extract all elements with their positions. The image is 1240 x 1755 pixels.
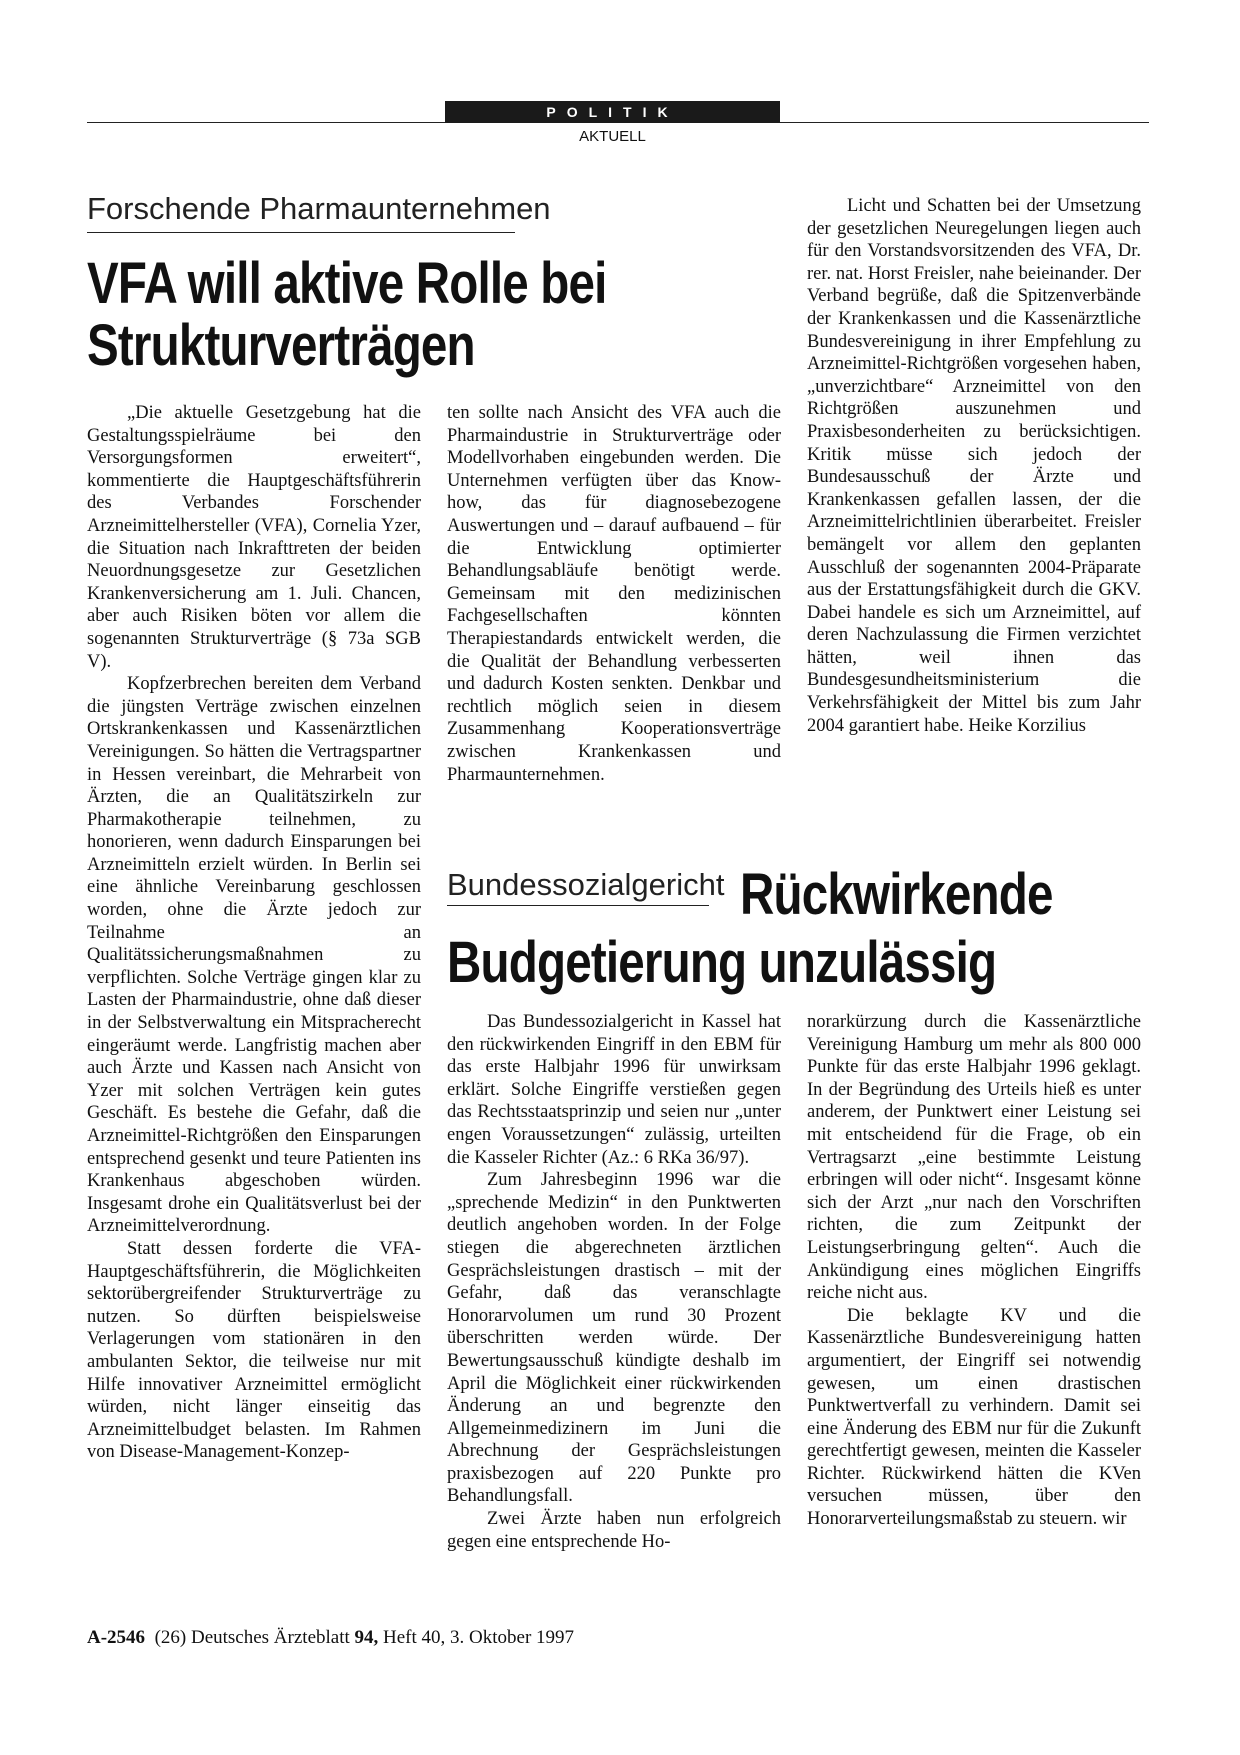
paragraph: Licht und Schatten bei der Umsetzung der gesetzlichen Neuregelungen liegen auch für den Vorstandsvorsitzenden des VFA, Dr. rer. nat. Horst Freisler, nahe beieinander. Der Verband begrüße, daß die Spitzenverbände der Krankenkassen und die Kassenärztliche Bundesvereinigung in ihrer Empfehlung zu Arzneimittel-Richtgrößen vorgesehen haben, „unverzichtbare“ Arzneimittel von den Richtgrößen auszunehmen und Praxisbesonderheiten zu berücksichtigen. Kritik müsse sich jedoch der Bundesausschuß der Ärzte und Krankenkassen gefallen lassen, der die Arzneimittelrichtlinien überarbeitet. Freisler bemängelt vor allem den geplanten Ausschluß der sogenannten 2004-Präparate aus der Erstattungsfähigkeit durch die GKV. Dabei handele es sich um Arzneimittel, auf deren Nachzulassung die Firmen verzichtet hätten, weil ihnen das Bundesgesundheitsministerium die Verkehrsfähigkeit der Mittel bis zum Jahr 2004 garantiert habe. Heike Korzilius <box>807 196 1141 736</box>
paragraph: Das Bundessozialgericht in Kassel hat den rückwirkenden Eingriff in den EBM für das erste Halbjahr 1996 für unwirksam erklärt. Solche Eingriffe verstießen gegen das Rechtsstaatsprinzip und seien nur „unter engen Voraussetzungen“ zulässig, urteilten die Kasseler Richter (Az.: 6 RKa 36/97). <box>447 1012 781 1168</box>
page-number: A-2546 <box>87 1627 146 1648</box>
page-local-number: (26) <box>154 1627 187 1648</box>
paragraph: Die beklagte KV und die Kassenärztliche Bundesvereinigung hatten argumentiert, der Eingriff sei notwendig gewesen, um einen drastischen Punktwertverfall zu verhindern. Damit sei eine Änderung des EBM nur für die Zukunft gerechtfertigt gewesen, meinten die Kasseler Richter. Rückwirkend hätten die KVen versuchen müssen, über den Honorarverteilungsmaßstab zu steuern. wir <box>807 1305 1141 1530</box>
article2-headline-line2: Budgetierung unzulässig <box>447 930 997 995</box>
journal-issue: Heft 40, 3. Oktober 1997 <box>383 1627 575 1648</box>
journal-name: Deutsches Ärzteblatt <box>190 1627 350 1648</box>
article1-headline-line2: Strukturverträgen <box>87 313 475 378</box>
journal-volume: 94, <box>354 1627 379 1648</box>
paragraph: Zwei Ärzte haben nun erfolgreich gegen eine entsprechende Ho- <box>447 1509 781 1552</box>
subsection-label: AKTUELL <box>579 128 646 145</box>
paragraph: Statt dessen forderte die VFA-Hauptgeschäftsführerin, die Möglichkeiten sektorübergreifender Strukturverträge zu nutzen. So dürften beispielsweise Verlagerungen vom stationären in den ambulanten Sektor, die teilweise nur mit Hilfe innovativer Arzneimittel ermöglicht würden, nicht länger einseitig das Arzneimittelbudget belasten. Im Rahmen von Disease-Management-Konzep- <box>87 1238 421 1463</box>
article1-kicker: Forschende Pharmaunternehmen <box>87 191 551 226</box>
article2-column-1 <box>447 1011 781 1553</box>
paragraph: Kopfzerbrechen bereiten dem Verband die jüngsten Verträge zwischen einzelnen Ortskrankenkassen und Kassenärztlichen Vereinigungen. So hätten die Vertragspartner in Hessen vereinbart, die Mehrarbeit von Ärzten, die an Qualitätszirkeln zur Pharmakotherapie teilnehmen, zu honorieren, wenn dadurch Einsparungen bei Arzneimitteln erzielt würden. In Berlin sei eine ähnliche Vereinbarung geschlossen worden, ohne die Ärzte jedoch zur Teilnahme an Qualitätssicherungsmaßnahmen zu verpflichten. Solche Verträge gingen klar zu Lasten der Pharmaindustrie, ohne daß dieser in der Selbstverwaltung ein Mitspracherecht eingeräumt werde. Langfristig machen aber auch Ärzte und Kassen nach Ansicht von Yzer mit solchen Verträgen kein gutes Geschäft. Es bestehe die Gefahr, daß die Arzneimittel-Richtgrößen den Einsparungen entsprechend gesenkt und teure Patienten ins Krankenhaus abgeschoben würden. Insgesamt drohe ein Qualitätsverlust bei der Arzneimittelverordnung. <box>87 674 421 1237</box>
article1-column-3 <box>807 195 1141 737</box>
article1-column-1 <box>87 402 421 1464</box>
article1-headline-line1: VFA will aktive Rolle bei <box>87 251 607 316</box>
article2-kicker-rule <box>447 905 709 906</box>
paragraph: ten sollte nach Ansicht des VFA auch die Pharmaindustrie in Strukturverträge oder Modellvorhaben eingebunden werden. Die Unternehmen verfügten über das Know-how, das für diagnosebezogene Auswertungen und – darauf aufbauend – für die Entwicklung optimierter Behandlungsabläufe benötigt werde. Gemeinsam mit den medizinischen Fachgesellschaften könnten Therapiestandards entwickelt werden, die die Qualität der Behandlung verbesserten und dadurch Kosten senkten. Denkbar und rechtlich möglich seien in diesem Zusammenhang Kooperationsverträge zwischen Krankenkassen und Pharmaunternehmen. <box>447 403 781 785</box>
article2-column-2 <box>807 1011 1141 1531</box>
article2-kicker: Bundessozialgericht <box>447 867 725 902</box>
article1-headline <box>87 253 607 377</box>
paragraph: norarkürzung durch die Kassenärztliche Vereinigung Hamburg um mehr als 800 000 Punkte für das erste Halbjahr 1996 geklagt. In der Begründung des Urteils hieß es unter anderem, der Punktwert einer Leistung sei mit entscheidend für die Frage, ob ein Vertragsarzt „eine bestimmte Leistung erbringen will oder nicht“. Insgesamt könne sich der Arzt „nur nach den Vorschriften richten, die zum Zeitpunkt der Leistungserbringung gelten“. Auch die Ankündigung eines möglichen Eingriffs reiche nicht aus. <box>807 1012 1141 1304</box>
article1-kicker-rule <box>87 232 515 233</box>
paragraph: Zum Jahresbeginn 1996 war die „sprechende Medizin“ in den Punktwerten deutlich angehoben worden. In der Folge stiegen die abgerechneten ärztlichen Gesprächsleistungen drastisch – mit der Gefahr, daß das veranschlagte Honorarvolumen um rund 30 Prozent überschritten werden würde. Der Bewertungsausschuß kündigte deshalb im April die Möglichkeit einer rückwirkenden Änderung an und begrenzte den Allgemeinmedizinern im Juni die Abrechnung der Gesprächsleistungen praxisbezogen auf 220 Punkte pro Behandlungsfall. <box>447 1170 781 1507</box>
paragraph: „Die aktuelle Gesetzgebung hat die Gestaltungsspielräume bei den Versorgungsformen erweitert“, kommentierte die Hauptgeschäftsführerin des Verbandes Forschender Arzneimittelhersteller (VFA), Cornelia Yzer, die Situation nach Inkrafttreten der beiden Neuordnungsgesetze zur Gesetzlichen Krankenversicherung am 1. Juli. Chancen, aber auch Risiken böten vor allem die sogenannten Strukturverträge (§ 73a SGB V). <box>87 403 421 672</box>
section-label: POLITIK <box>445 101 780 123</box>
page-footer <box>87 1627 574 1649</box>
article2-headline-line1: Rückwirkende <box>740 862 1053 927</box>
article1-column-2 <box>447 402 781 786</box>
